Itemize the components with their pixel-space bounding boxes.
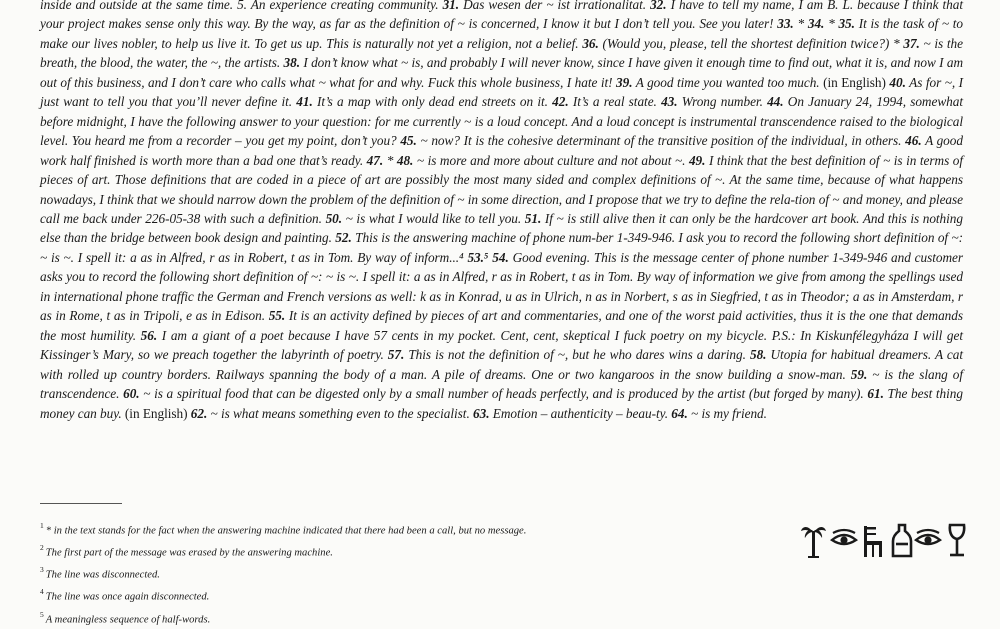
entry-number: 49. — [688, 152, 706, 168]
entry-number: 36. — [582, 35, 599, 51]
entry-number: 33. — [777, 16, 794, 32]
footnote-1: $^1$* in the text stands for the fact when the answering machine indicated that there had been a call, but no message. — [40, 521, 527, 537]
entry-number: 45. — [400, 133, 417, 149]
entry-number: 61. — [867, 386, 884, 402]
entry-number: 56. — [140, 327, 158, 343]
entry-number: 46. — [905, 133, 922, 149]
chair-icon — [864, 526, 882, 557]
entry-number: 59. — [850, 366, 868, 382]
entry-number: 37. — [903, 35, 920, 51]
entry-text: Good evening. This is the message center of phone number 1-349-946 and customer asks you to record the following short definition of ~: ~ is ~. I spell it: a as in Alfred, r as in Robert, t as in Tom. By way of information we give from among the spellings used in international phone traffic the German and French versions as well: k as in Konrad, u as in Ulrich, n as in Norbert, s as in Siegfried, t as in Theodor; a as in Amsterdam, r as in Rome, t as in Tripoli, e as in Edison. — [40, 249, 963, 324]
wine-glass-icon — [950, 525, 964, 555]
entry-text: If ~ is still alive then it can only be the hardcover art book. And this is nothing else than the bridge between book design and painting. — [40, 210, 964, 246]
entry-text: It’s a map with only dead end streets on it. — [312, 94, 553, 110]
entry-number: 38. — [283, 55, 300, 71]
entry-text: ~ is my friend. — [687, 405, 767, 421]
entry-text: This is the answering machine of phone num-ber 1-349-946. I ask you to record the following short definition of ~: ~ is ~. I spell it: a as in Alfred, r as in Robert, t as in Tom. By way of inform...⁴ — [40, 230, 963, 265]
entry-text: I think that the best definition of ~ is in terms of pieces of art. Those definitions that are coded in a piece of art are possibly the most many sided and complex definitions of ~. At the same time, because of what happens nowadays, I think that we should narrow down the problem of the definition of ~ in some direction, and I propose that we try to define the rela-tion of ~ and money, and please call me back under 226-05-38 with such a definition. — [40, 152, 963, 226]
entry-text: * — [793, 16, 808, 32]
entry-number: 34. — [807, 16, 825, 32]
entry-text: ~ is what means something even to the specialist. — [207, 405, 473, 421]
entry-number: 47. — [366, 152, 384, 168]
footnote-5: $^5$A meaningless sequence of half-words. — [40, 609, 211, 626]
entry-text: A good work half finished is worth more than a bad one that’s ready. — [40, 133, 963, 168]
entry-text: As for ~, I just want to tell you that you’ll never define it. — [40, 74, 964, 110]
entry-text: It is an activity defined by pieces of art and commentaries, and one of the worst paid activities, thus it is the one that demands the most humility. — [40, 308, 963, 343]
entry-number: 63. — [473, 405, 490, 421]
entry-number: 31. — [442, 0, 460, 12]
entry-text: I have to tell my name, I am B. L. because I think that your project makes sense only this way. By the way, as far as the definition of ~ is concerned, I know it but I don’t tell you. See you later! — [40, 0, 963, 32]
entry-text: I don’t know what ~ is, and probably I will never know, since I have given it enough time to find out, what it is, and now I am out of this business, and I don’t care who calls what ~ what for and why. Fuck this whole business, I hate it! — [40, 55, 964, 90]
entry-text: The best thing money can buy. — [40, 386, 963, 421]
entry-number: 43. — [661, 94, 678, 110]
eye-icon — [916, 530, 940, 544]
entry-text: It’s a real state. — [568, 94, 662, 110]
footnote-divider — [40, 503, 122, 504]
entry-text: ~ is the breath, the blood, the water, the ~, the artists. — [40, 35, 963, 71]
entry-text: A good time you wanted too much. — [632, 74, 824, 90]
entry-text: Wrong number. — [677, 94, 768, 110]
entry-text: (Would you, please, tell the shortest definition twice?) * — [598, 35, 904, 51]
palm-tree-icon — [801, 527, 826, 558]
entry-text: On January 24, 1994, somewhat before midnight, I have the following answer to your question: for me currently ~ is a loud concept. And a loud concept is instrumental transcendence raised to the biological level. You heard me from a recorder – you get my point, don’t you? — [40, 94, 964, 149]
entry-number: 35. — [838, 16, 855, 32]
entry-number: 54. — [492, 249, 509, 265]
pictogram-row — [800, 522, 968, 558]
entry-text: Emotion – authenticity – beau-ty. — [489, 405, 672, 421]
entry-number: 58. — [749, 347, 767, 363]
entry-text: ~ is a spiritual food that can be digested only by a small number of heads perfectly, and is produced by the artist (but forged by many). — [139, 386, 868, 402]
footnotes — [40, 518, 760, 629]
entry-number: 64. — [671, 405, 688, 421]
entry-text: Das wesen der ~ ist irrationalitat. — [459, 0, 651, 12]
eye-icon — [832, 530, 856, 544]
body-text — [40, 0, 963, 423]
entry-number: 55. — [268, 308, 286, 324]
entry-number: 41. — [296, 94, 313, 110]
entry-text: * — [383, 152, 397, 168]
footnote-2: $^2$The first part of the message was erased by the answering machine. — [40, 543, 333, 559]
entry-text: * — [824, 16, 839, 32]
entry-text: inside and outside at the same time. 5. An experience creating community. — [40, 0, 443, 12]
footnote-4: $^4$The line was once again disconnected. — [40, 587, 210, 603]
footnote-3: $^3$The line was disconnected. — [40, 565, 160, 581]
entry-text: ~ is what I would like to tell you. — [342, 210, 525, 226]
entry-number: 60. — [123, 386, 140, 402]
language-note: (in English) — [124, 405, 188, 421]
entry-number: 57. — [387, 347, 405, 363]
entry-number: 40. — [889, 74, 906, 90]
entry-number: 42. — [552, 94, 569, 110]
bottle-icon — [893, 525, 911, 556]
entry-text: ~ is the slang of transcendence. — [40, 366, 964, 402]
entry-number: 51. — [524, 210, 542, 226]
entry-text: ~ is more and more about culture and not about ~. — [413, 152, 689, 168]
entry-text: It is the task of ~ to make our lives nobler, to help us live it. To get us up. This is naturally not yet a religion, not a belief. — [40, 16, 963, 51]
entry-text: This is not the definition of ~, but he who dares wins a daring. — [404, 347, 750, 363]
entry-number: 52. — [335, 230, 352, 246]
entry-text: ~ now? It is the cohesive determinant of the transitive position of the individual, in others. — [416, 133, 906, 149]
entry-text: I am a giant of a poet because I have 57 cents in my pocket. Cent, cent, skeptical I fuck poetry on my bicycle. P.S.: In Kiskunfélegyháza I will get Kissinger’s Mary, so we preach together the labyrinth of poetry. — [40, 327, 963, 363]
language-note: (in English) — [823, 74, 886, 90]
entry-number: 39. — [616, 74, 633, 90]
entry-number: 48. — [396, 152, 414, 168]
entry-number: 62. — [190, 405, 208, 421]
entry-number: 32. — [650, 0, 667, 12]
entry-number: 44. — [767, 94, 784, 110]
entry-text: Utopia for habitual dreamers. A cat with rolled up country borders. Railways spanning the body of a man. A pile of dreams. One or two kangaroos in the snow building a snow-man. — [40, 347, 964, 382]
entry-number: 53.⁵ — [467, 249, 489, 265]
entry-number: 50. — [325, 210, 343, 226]
